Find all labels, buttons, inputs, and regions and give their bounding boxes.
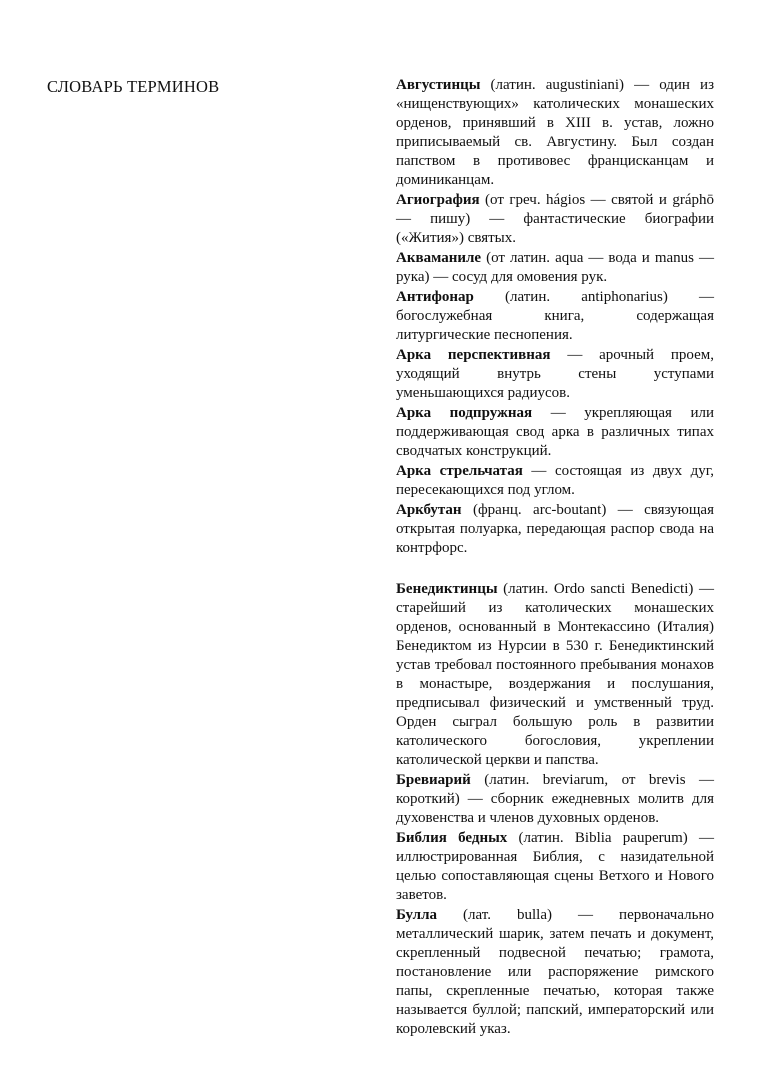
glossary-term: Арка подпружная bbox=[396, 405, 533, 421]
glossary-entry bbox=[396, 404, 714, 461]
glossary-entry bbox=[396, 771, 714, 828]
glossary-definition: — арочный проем, уходящий внутрь стены уступами уменьшающихся радиусов. bbox=[396, 347, 714, 401]
glossary-entry bbox=[396, 76, 714, 190]
glossary-definition: — укрепляющая или поддерживающая свод арка в различных типах сводчатых конструкций. bbox=[396, 405, 714, 459]
glossary-entry bbox=[396, 829, 714, 905]
glossary-definition: (латин. Biblia pauperum) — иллюстрированная Библия, с назидательной целью сопоставляющая сцены Ветхого и Нового заветов. bbox=[396, 830, 714, 903]
page-title: СЛОВАРЬ ТЕРМИНОВ bbox=[47, 77, 220, 96]
glossary-definition: (латин. Ordo sancti Benedicti) — старейший из католических монашеских орденов, основанный в Монтекассино (Италия) Бенедиктом из Нурсии в 530 г. Бенедиктинский устав требовал постоянного пребывания монахов в монастыре, воздержания и послушания, предписывал физический и умственный труд. Орден сыграл большую роль в развитии католического богословия, укреплении католической церкви и папства. bbox=[396, 581, 714, 768]
glossary-definition: — состоящая из двух дуг, пересекающихся под углом. bbox=[396, 463, 714, 498]
glossary-term: Булла bbox=[396, 907, 438, 923]
glossary-definition: (латин. antiphonarius) — богослужебная книга, содержащая литургические песнопения. bbox=[396, 289, 714, 343]
glossary-definition: (от греч. hágios — святой и gráphō — пишу) — фантастические биографии («Жития») святых. bbox=[396, 192, 714, 246]
glossary-entry bbox=[396, 906, 714, 1039]
glossary-term: Библия бедных bbox=[396, 830, 508, 846]
glossary-entry bbox=[396, 191, 714, 248]
glossary-definition: (лат. bulla) — первоначально металлический шарик, затем печать и документ, скрепленный подвесной печатью; грамота, постановление или распоряжение римского папы, скрепленные печатью, которая также называется буллой; папский, императорский или королевский указ. bbox=[396, 907, 714, 1037]
glossary-entry bbox=[396, 288, 714, 345]
glossary-definition: (франц. arc-boutant) — связующая открытая полуарка, передающая распор свода на контрфорс. bbox=[396, 502, 714, 556]
glossary-term: Арка стрельчатая bbox=[396, 463, 523, 479]
glossary-term: Аркбутан bbox=[396, 502, 462, 518]
glossary-term: Бенедиктинцы bbox=[396, 581, 498, 597]
glossary-term: Августинцы bbox=[396, 77, 481, 93]
glossary-definition: (латин. breviarum, от brevis — короткий) — сборник ежедневных молитв для духовенства и членов духовных орденов. bbox=[396, 772, 714, 826]
glossary-definition: (латин. augustiniani) — один из «нищенствующих» католических монашеских орденов, принявший в XIII в. устав, ложно приписываемый св. Августину. Был создан папством в противовес францисканцам и доминиканцам. bbox=[396, 77, 714, 188]
glossary-definition: (от латин. aqua — вода и manus — рука) — сосуд для омовения рук. bbox=[396, 250, 714, 285]
glossary-entry bbox=[396, 346, 714, 403]
glossary-term: Акваманиле bbox=[396, 250, 482, 266]
glossary-term: Бревиарий bbox=[396, 772, 471, 788]
glossary-term: Арка перспективная bbox=[396, 347, 551, 363]
glossary-term: Антифонар bbox=[396, 289, 474, 305]
glossary-entry bbox=[396, 249, 714, 287]
glossary-column bbox=[396, 76, 714, 1040]
glossary-entry bbox=[396, 501, 714, 558]
glossary-entry bbox=[396, 462, 714, 500]
glossary-term: Агиография bbox=[396, 192, 480, 208]
glossary-entry bbox=[396, 580, 714, 770]
